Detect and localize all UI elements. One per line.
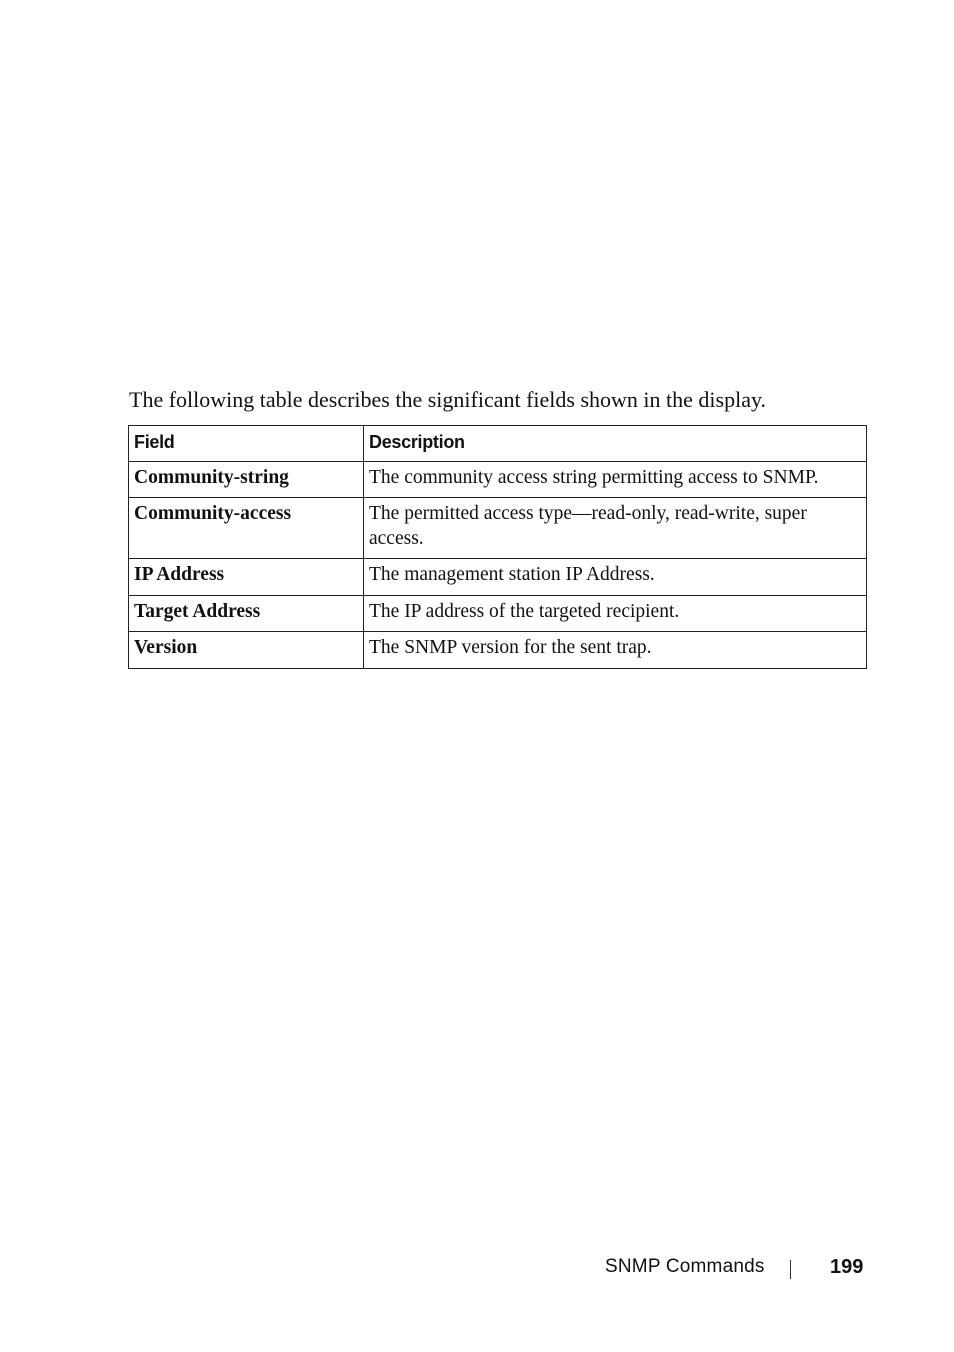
field-description: The management station IP Address. bbox=[364, 559, 867, 596]
field-name: Community-string bbox=[129, 462, 364, 498]
column-header-description: Description bbox=[364, 426, 867, 462]
field-name: Version bbox=[129, 632, 364, 669]
table-row bbox=[129, 632, 867, 669]
table-row bbox=[129, 596, 867, 632]
page-number: 199 bbox=[830, 1256, 864, 1278]
footer-section-title: SNMP Commands bbox=[605, 1256, 765, 1277]
table-row bbox=[129, 559, 867, 596]
field-description: The IP address of the targeted recipient. bbox=[364, 596, 867, 632]
fields-table bbox=[128, 425, 867, 669]
intro-paragraph: The following table describes the significant fields shown in the display. bbox=[129, 387, 767, 412]
field-name: IP Address bbox=[129, 559, 364, 596]
column-header-field: Field bbox=[129, 426, 364, 462]
field-description: The permitted access type—read-only, read-write, super access. bbox=[364, 498, 867, 559]
field-description: The community access string permitting access to SNMP. bbox=[364, 462, 867, 498]
field-name: Target Address bbox=[129, 596, 364, 632]
table-header-row bbox=[129, 426, 867, 462]
field-name: Community-access bbox=[129, 498, 364, 559]
footer-divider bbox=[790, 1260, 791, 1279]
table-row bbox=[129, 462, 867, 498]
table-row bbox=[129, 498, 867, 559]
field-description: The SNMP version for the sent trap. bbox=[364, 632, 867, 669]
